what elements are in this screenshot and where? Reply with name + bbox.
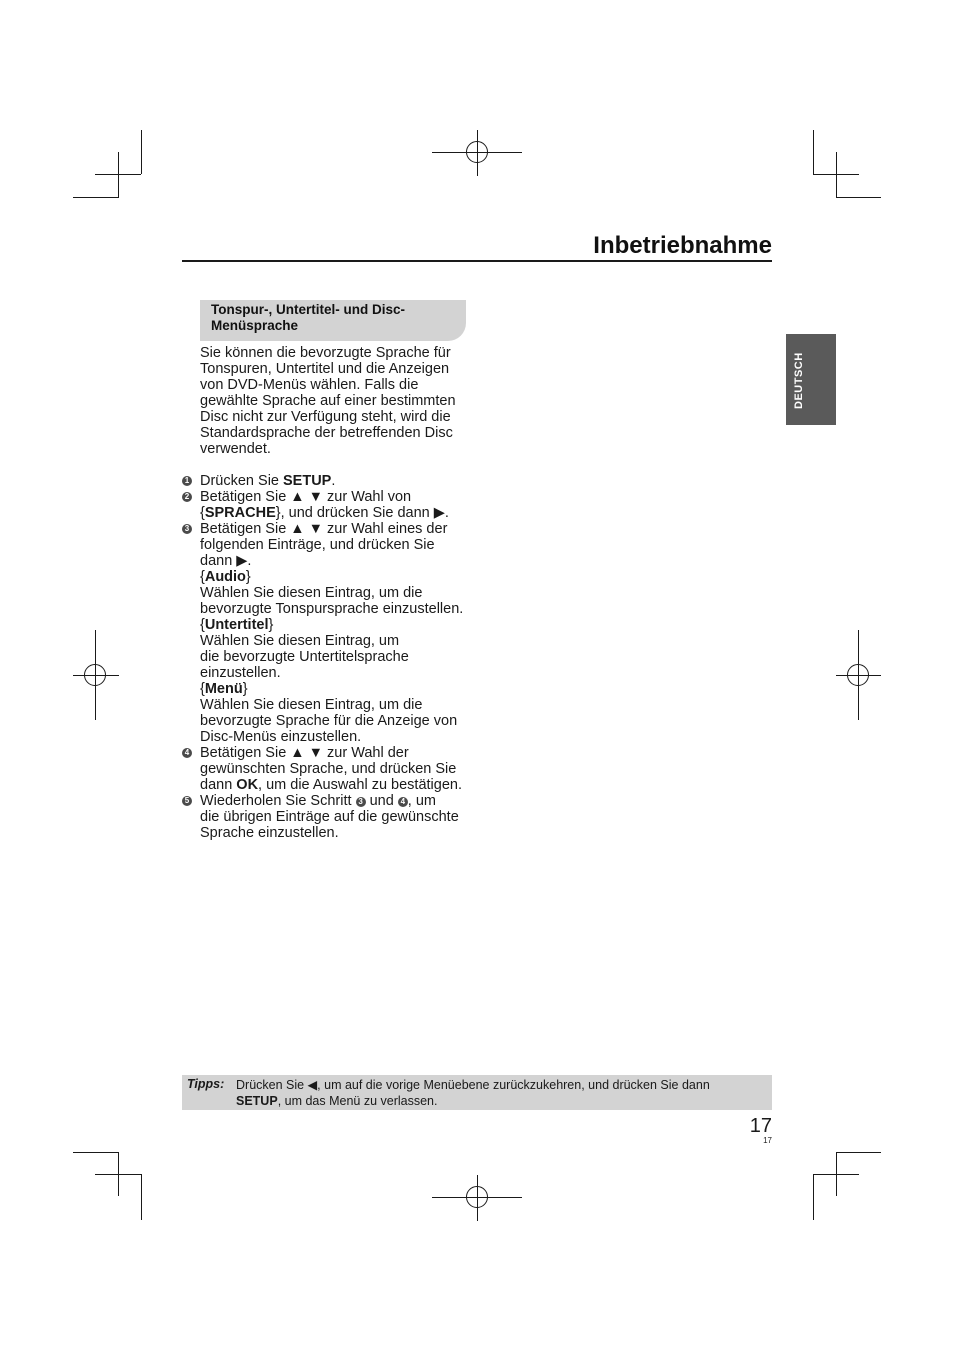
step-number-badge: 1 (182, 476, 192, 486)
page-number: 17 (749, 1115, 772, 1137)
registration-mark (847, 664, 869, 686)
crop-mark (141, 1174, 142, 1220)
step-number-badge: 3 (182, 524, 192, 534)
intro-line: Tonspuren, Untertitel und die Anzeigen (200, 361, 450, 377)
section-heading-line: Menüsprache (211, 318, 299, 333)
language-tab-label: DEUTSCH (793, 352, 805, 409)
section-heading-line: Tonspur-, Untertitel- und Disc- (211, 302, 405, 317)
page-number-small: 17 (763, 1136, 772, 1145)
registration-mark (466, 1186, 488, 1208)
section-heading (200, 300, 466, 341)
step-number-badge: 5 (182, 796, 192, 806)
crop-mark (836, 1152, 881, 1153)
intro-line: verwendet. (200, 441, 271, 457)
tips-text: Drücken Sie ◀, um auf die vorige Menüebene zurückzukehren, und drücken Sie dann SETUP, um das Menü zu verlassen. (236, 1078, 710, 1108)
tips-box (182, 1075, 772, 1110)
key-ok: OK (236, 777, 259, 793)
title-rule (182, 260, 772, 262)
steps-list (181, 473, 481, 841)
intro-line: Disc nicht zur Verfügung steht, wird die (200, 409, 451, 425)
step-2: 2 Betätigen Sie ▲ ▼ zur Wahl von {SPRACHE}, und drücken Sie dann ▶. (181, 489, 481, 521)
option-menu: {Menü} (200, 681, 248, 697)
crop-mark (813, 1174, 859, 1175)
step-ref-badge: 4 (398, 797, 408, 807)
step-1: 1 Drücken Sie SETUP. (181, 473, 481, 489)
crop-mark (813, 1174, 814, 1220)
crop-mark (141, 130, 142, 174)
step-3: 3 Betätigen Sie ▲ ▼ zur Wahl eines der folgenden Einträge, und drücken Sie dann ▶. {Audio} Wählen Sie diesen Eintrag, um die bevorzugte Tonspursprache einzustellen. {Untertitel} Wählen Sie diesen Eintrag, um die bevorzugte Untertitelsprache einzustellen. {Menü} Wählen Sie diesen Eintrag, um die bevorzugte Sprache für die Anzeige von Disc-Menüs einzustellen. (181, 521, 481, 745)
intro-line: gewählte Sprache auf einer bestimmten (200, 393, 456, 409)
intro-paragraph (200, 345, 470, 457)
intro-line: Sie können die bevorzugte Sprache für (200, 345, 451, 361)
crop-mark (813, 130, 814, 174)
crop-mark (836, 197, 881, 198)
option-untertitel: {Untertitel} (200, 617, 274, 633)
intro-line: von DVD-Menüs wählen. Falls die (200, 377, 419, 393)
tips-label: Tipps: (187, 1077, 225, 1091)
step-4: 4 Betätigen Sie ▲ ▼ zur Wahl der gewünschten Sprache, und drücken Sie dann OK, um die Auswahl zu bestätigen. (181, 745, 481, 793)
crop-mark (73, 197, 119, 198)
crop-mark (118, 152, 119, 198)
step-number-badge: 2 (182, 492, 192, 502)
option-audio: {Audio} (200, 569, 251, 585)
step-5: 5 Wiederholen Sie Schritt 3 und 4 , um die übrigen Einträge auf die gewünschte Sprache einzustellen. (181, 793, 481, 841)
registration-mark (84, 664, 106, 686)
intro-line: Standardsprache der betreffenden Disc (200, 425, 453, 441)
crop-mark (836, 152, 837, 198)
crop-mark (73, 1152, 119, 1153)
step-ref-badge: 3 (356, 797, 366, 807)
key-setup: SETUP (283, 473, 332, 489)
step-number-badge: 4 (182, 748, 192, 758)
registration-mark (466, 141, 488, 163)
crop-mark (95, 1174, 141, 1175)
page-title: Inbetriebnahme (593, 232, 772, 259)
menu-sprache: SPRACHE (204, 505, 276, 521)
